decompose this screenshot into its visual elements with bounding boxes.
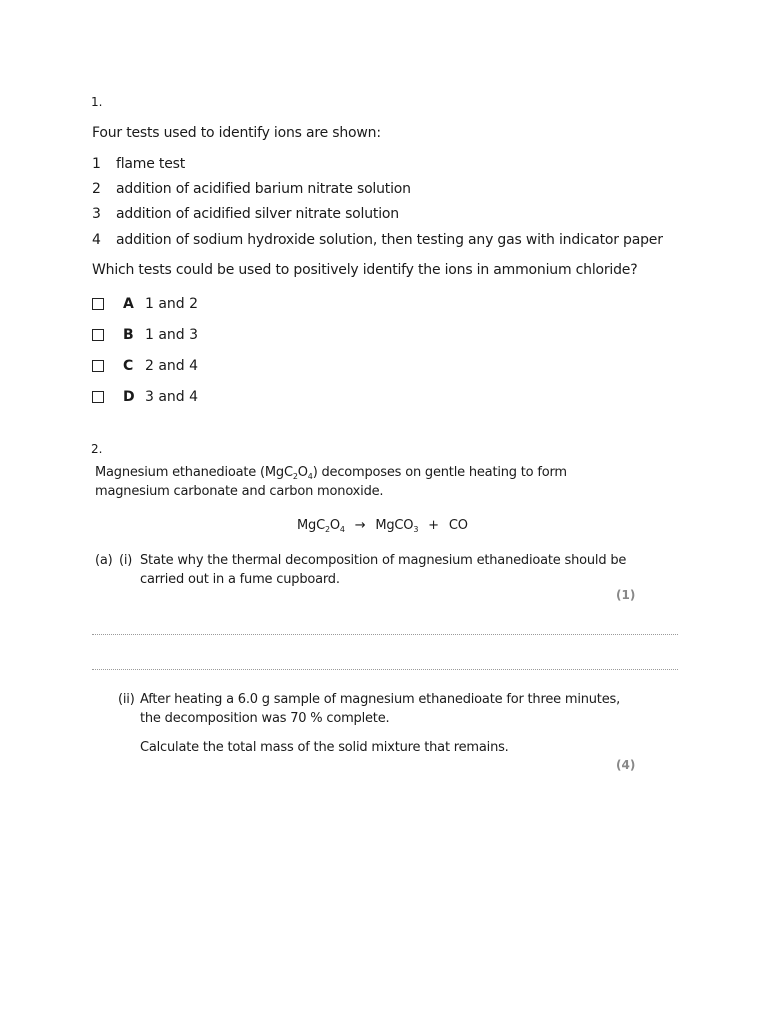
equation-term: O [329,518,340,533]
part-i-question-line2: carried out in a fume cupboard. [140,572,340,587]
test-number: 3 [92,206,101,222]
part-a-label: (a) [95,553,113,568]
option-text: 2 and 4 [145,358,199,374]
subscript: 4 [339,525,345,534]
subscript: 3 [413,525,419,534]
subscript: 2 [324,525,330,534]
part-i-question-line1: State why the thermal decomposition of magnesium ethanedioate should be [140,553,627,568]
option-letter: D [123,389,135,405]
test-number: 2 [92,181,101,197]
part-i-marks: (1) [616,588,636,602]
test-item [92,181,411,197]
checkbox[interactable] [92,329,104,341]
reaction-arrow: → [354,518,366,533]
option-letter: C [123,358,134,374]
test-number: 1 [92,156,101,172]
answer-option-a[interactable] [92,296,198,312]
question-2-number: 2. [91,442,103,456]
checkbox[interactable] [92,298,104,310]
option-letter: B [123,327,134,343]
answer-option-b[interactable] [92,327,198,343]
question-1-intro: Four tests used to identify ions are shown: [92,125,381,141]
question-1-prompt: Which tests could be used to positively identify the ions in ammonium chloride? [92,262,638,278]
checkbox[interactable] [92,360,104,372]
equation-term: MgC [297,518,325,533]
test-text: addition of acidified silver nitrate solution [116,206,399,222]
intro-text: ) decomposes on gentle heating to form [312,465,567,480]
part-ii-marks: (4) [616,758,636,772]
intro-text: Magnesium ethanedioate (MgC [95,465,293,480]
test-item [92,232,663,248]
option-text: 1 and 2 [145,296,199,312]
answer-option-d[interactable] [92,389,198,405]
answer-option-c[interactable] [92,358,198,374]
option-letter: A [123,296,134,312]
part-ii-label: (ii) [118,692,135,707]
option-text: 1 and 3 [145,327,199,343]
option-text: 3 and 4 [145,389,199,405]
chemical-equation [297,516,468,536]
equation-term: MgCO [375,518,414,533]
subscript: 2 [292,472,298,481]
part-ii-question-line1: After heating a 6.0 g sample of magnesium ethanedioate for three minutes, [140,692,621,707]
test-text: flame test [116,156,185,172]
part-ii-question-line2: the decomposition was 70 % complete. [140,711,390,726]
subscript: 4 [307,472,313,481]
test-number: 4 [92,232,101,248]
plus-sign: + [428,518,439,533]
answer-line[interactable] [92,669,678,670]
question-1-number: 1. [91,95,103,109]
test-item [92,156,185,172]
part-i-label: (i) [119,553,133,568]
question-2-intro [95,463,567,483]
equation-term: CO [448,518,468,533]
answer-line[interactable] [92,634,678,635]
part-ii-question-line3: Calculate the total mass of the solid mixture that remains. [140,740,509,755]
test-text: addition of acidified barium nitrate solution [116,181,411,197]
intro-text: O [297,465,308,480]
test-item [92,206,399,222]
question-2-intro-line2: magnesium carbonate and carbon monoxide. [95,484,384,499]
test-text: addition of sodium hydroxide solution, then testing any gas with indicator paper [116,232,663,248]
checkbox[interactable] [92,391,104,403]
